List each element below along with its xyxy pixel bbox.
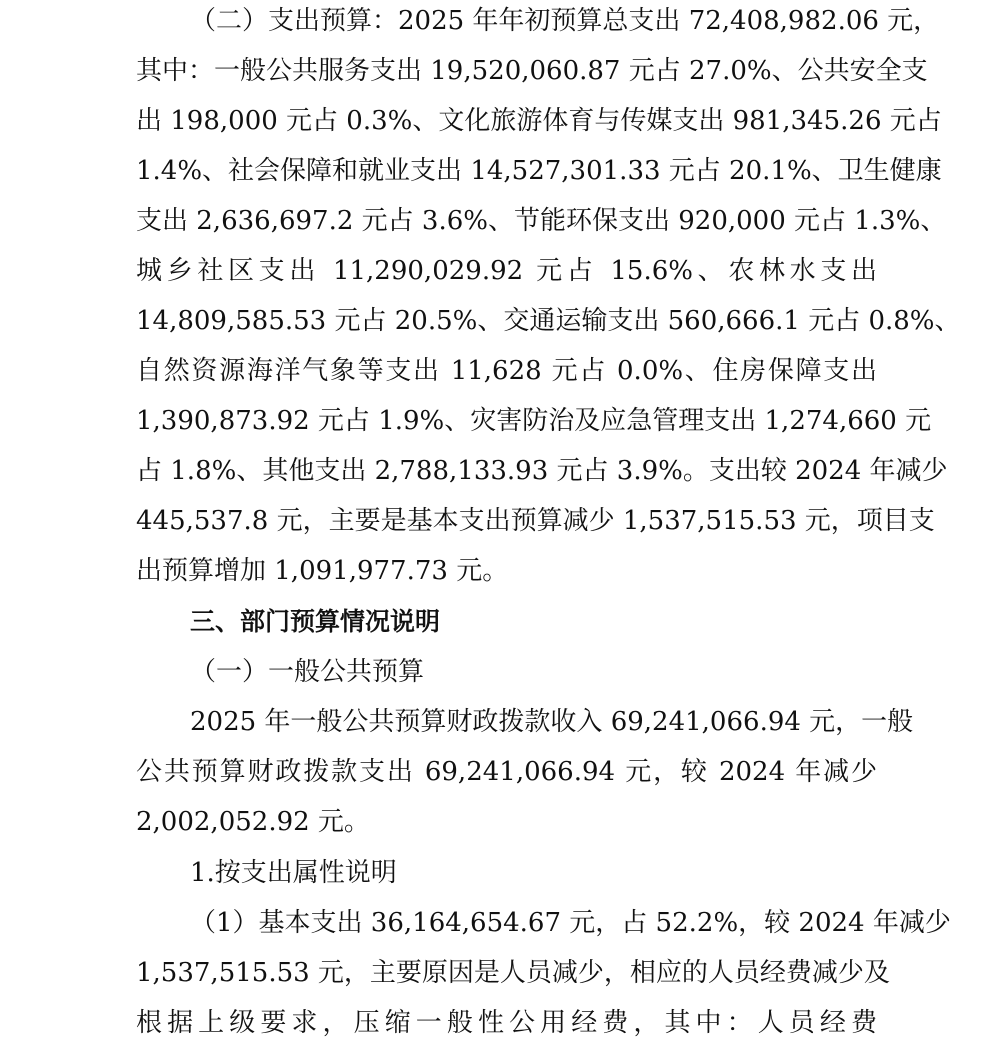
budget-expenditure-line-3: 出 198,000 元占 0.3%、文化旅游体育与传媒支出 981,345.26 元占: [136, 106, 942, 136]
budget-expenditure-line-4: 1.4%、社会保障和就业支出 14,527,301.33 元占 20.1%、卫生健康: [136, 156, 942, 186]
budget-expenditure-line-10: 占 1.8%、其他支出 2,788,133.93 元占 3.9%。支出较 2024 年减少: [136, 456, 948, 486]
basic-expenditure-line-1: （1）基本支出 36,164,654.67 元，占 52.2%，较 2024 年减少: [190, 908, 951, 938]
budget-expenditure-line-12: 出预算增加 1,091,977.73 元。: [136, 556, 509, 586]
budget-expenditure-line-5: 支出 2,636,697.2 元占 3.6%、节能环保支出 920,000 元占 1.3%、: [136, 206, 947, 236]
subsection-heading-general-public-budget: （一）一般公共预算: [190, 657, 425, 687]
budget-expenditure-line-11: 445,537.8 元，主要是基本支出预算减少 1,537,515.53 元，项目支: [136, 506, 935, 536]
general-budget-line-3: 2,002,052.92 元。: [136, 807, 370, 837]
budget-expenditure-line-8: 自然资源海洋气象等支出 11,628 元占 0.0%、住房保障支出: [136, 356, 877, 386]
budget-expenditure-line-7: 14,809,585.53 元占 20.5%、交通运输支出 560,666.1 元占 0.8%、: [136, 306, 961, 336]
basic-expenditure-line-2: 1,537,515.53 元，主要原因是人员减少，相应的人员经费减少及: [136, 958, 890, 988]
budget-expenditure-line-1: （二）支出预算：2025 年年初预算总支出 72,408,982.06 元，: [190, 6, 940, 36]
general-budget-line-2: 公共预算财政拨款支出 69,241,066.94 元，较 2024 年减少: [136, 757, 877, 787]
budget-expenditure-line-6: 城乡社区支出 11,290,029.92 元占 15.6%、农林水支出: [136, 256, 877, 286]
basic-expenditure-line-3: 根据上级要求，压缩一般性公用经费，其中：人员经费: [136, 1008, 877, 1038]
general-budget-line-1: 2025 年一般公共预算财政拨款收入 69,241,066.94 元，一般: [190, 707, 914, 737]
expenditure-attribute-heading: 1.按支出属性说明: [190, 858, 397, 888]
section-heading-department-budget: 三、部门预算情况说明: [190, 607, 441, 636]
budget-expenditure-line-9: 1,390,873.92 元占 1.9%、灾害防治及应急管理支出 1,274,660 元: [136, 406, 932, 436]
budget-expenditure-line-2: 其中：一般公共服务支出 19,520,060.87 元占 27.0%、公共安全支: [136, 56, 928, 86]
